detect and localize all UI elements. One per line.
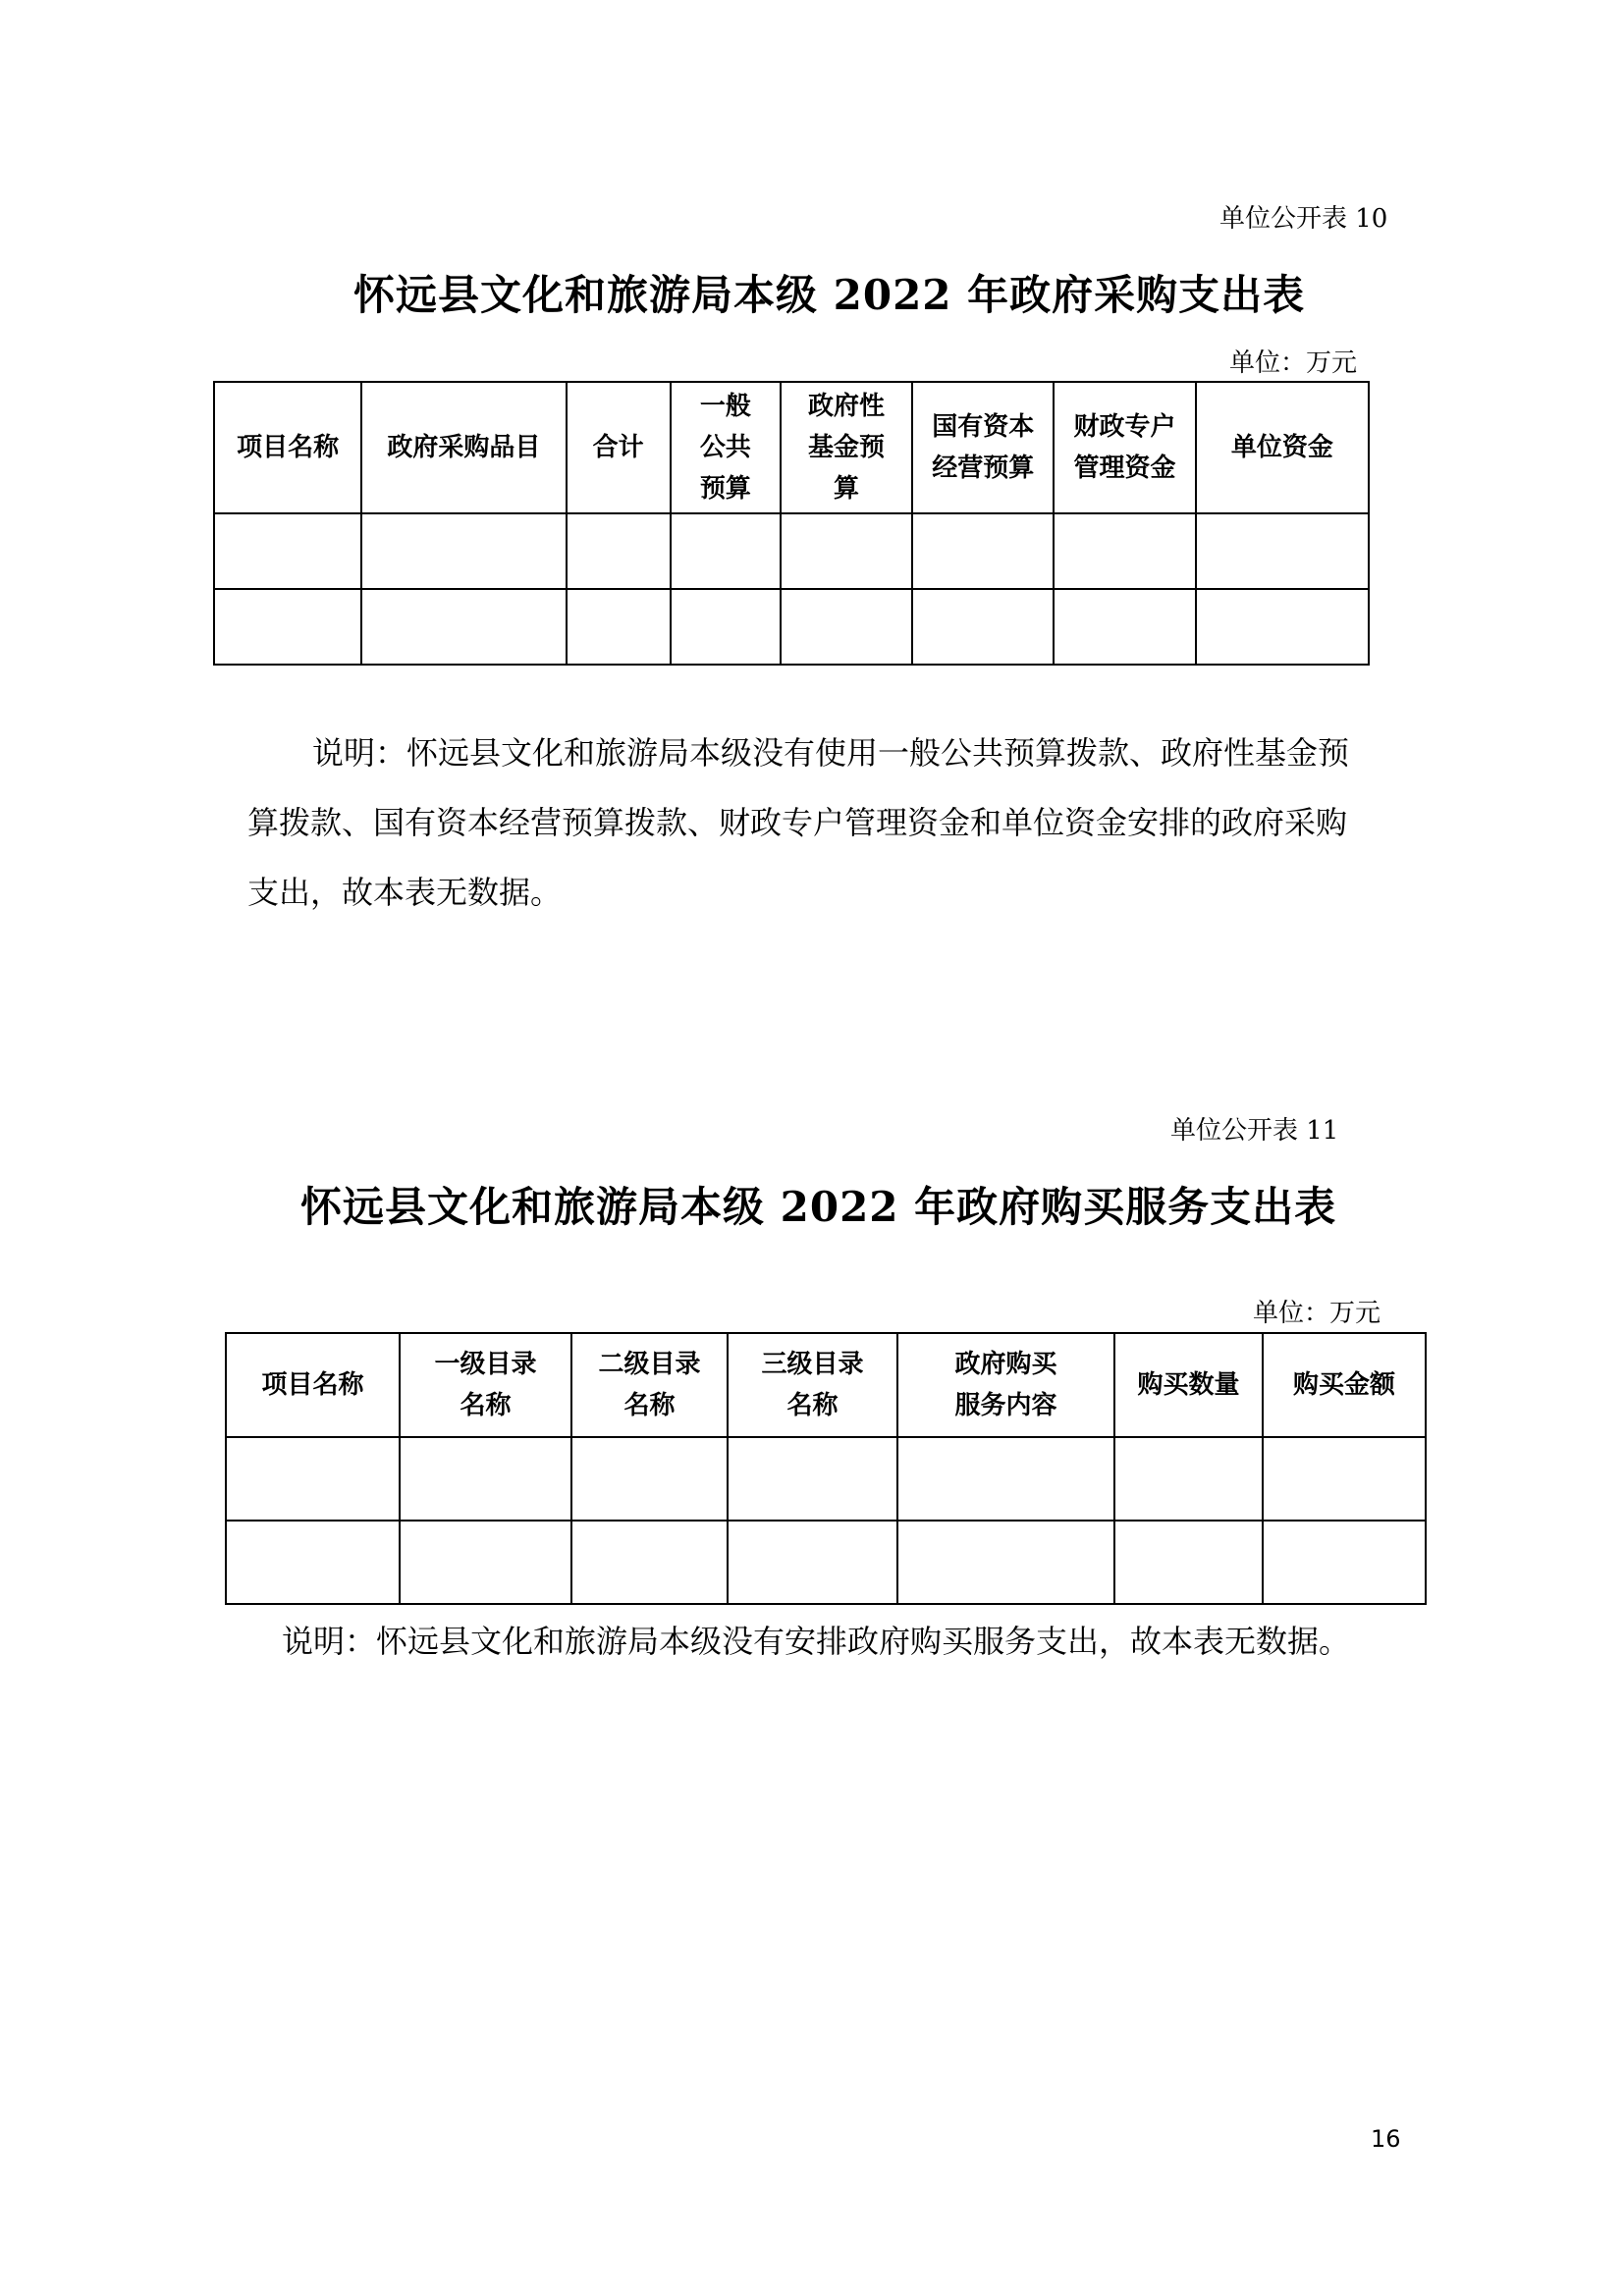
table11-title: 怀远县文化和旅游局本级 2022 年政府购买服务支出表 xyxy=(300,1183,1337,1231)
table11-unit: 单位：万元 xyxy=(1253,1299,1381,1328)
table10-header-cell: 财政专户 管理资金 xyxy=(1054,382,1195,513)
table11-header-cell: 项目名称 xyxy=(226,1333,400,1437)
page-number: 16 xyxy=(1371,2125,1401,2153)
table11-note: 说明：怀远县文化和旅游局本级没有安排政府购买服务支出，故本表无数据。 xyxy=(282,1623,1351,1660)
table10-note-line2: 算拨款、国有资本经营预算拨款、财政专户管理资金和单位资金安排的政府采购 xyxy=(247,804,1348,841)
table10 xyxy=(213,381,1370,666)
table-row xyxy=(226,1437,1426,1521)
table-row xyxy=(214,513,1369,589)
table11-header-cell: 一级目录 名称 xyxy=(400,1333,571,1437)
table10-note-line1: 说明：怀远县文化和旅游局本级没有使用一般公共预算拨款、政府性基金预 xyxy=(312,734,1350,772)
table10-header-row xyxy=(214,382,1369,513)
table11-header-cell: 三级目录 名称 xyxy=(728,1333,897,1437)
table10-header-cell: 一般 公共 预算 xyxy=(671,382,781,513)
table10-unit: 单位：万元 xyxy=(1229,348,1358,378)
table10-header-cell: 项目名称 xyxy=(214,382,361,513)
table10-tag: 单位公开表 10 xyxy=(1219,204,1388,234)
table11-header-cell: 购买数量 xyxy=(1114,1333,1263,1437)
table10-note-line3: 支出，故本表无数据。 xyxy=(247,874,563,911)
table10-header-cell: 单位资金 xyxy=(1196,382,1369,513)
table11 xyxy=(225,1332,1427,1605)
table11-header-row xyxy=(226,1333,1426,1437)
table11-header-cell: 二级目录 名称 xyxy=(571,1333,728,1437)
table-row xyxy=(214,589,1369,665)
table11-header-cell: 政府购买 服务内容 xyxy=(897,1333,1114,1437)
table-row xyxy=(226,1521,1426,1604)
table11-tag: 单位公开表 11 xyxy=(1170,1116,1339,1146)
table10-header-cell: 政府采购品目 xyxy=(361,382,566,513)
table10-header-cell: 合计 xyxy=(567,382,671,513)
table10-title: 怀远县文化和旅游局本级 2022 年政府采购支出表 xyxy=(353,271,1306,319)
table11-header-cell: 购买金额 xyxy=(1263,1333,1426,1437)
table10-header-cell: 国有资本 经营预算 xyxy=(912,382,1054,513)
table10-header-cell: 政府性 基金预 算 xyxy=(781,382,912,513)
